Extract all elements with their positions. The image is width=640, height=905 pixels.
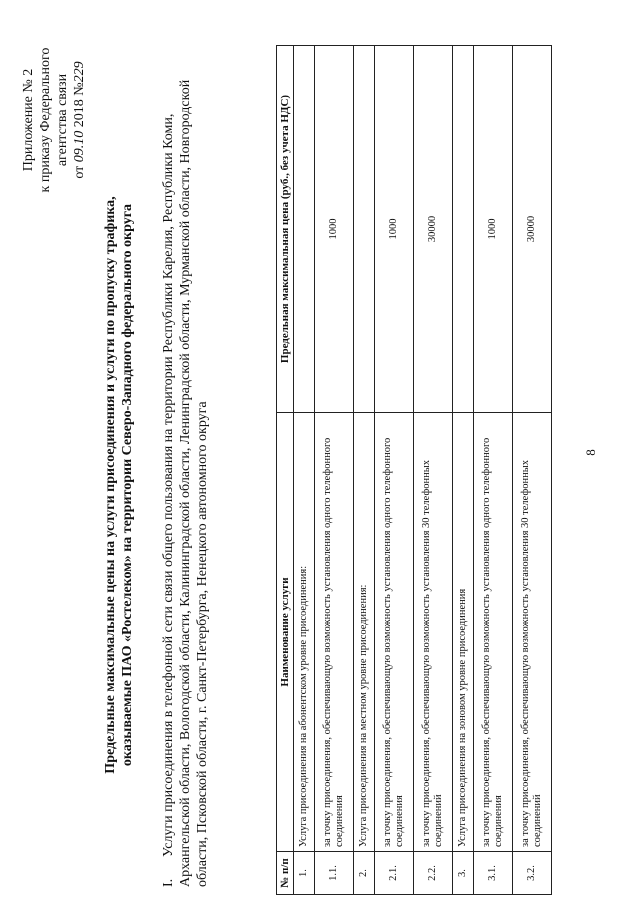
row-name: за точку присоединения, обеспечивающую возможность установления 30 телефонных соединений xyxy=(414,413,453,852)
row-name: за точку присоединения, обеспечивающую возможность установления одного телефонного соединения xyxy=(315,413,354,852)
row-name: Услуга присоединения на зоновом уровне присоединения xyxy=(453,413,474,852)
date-prefix: от xyxy=(72,165,87,179)
row-name: Услуга присоединения на абонентском уровне присоединения: xyxy=(294,413,315,852)
row-num: 2.2. xyxy=(414,852,453,895)
row-num: 3.1. xyxy=(474,852,513,895)
appendix-line2: к приказу Федерального xyxy=(38,47,53,193)
title-line1: Предельные максимальные цены на услуги присоединения и услуги по пропуску трафика, xyxy=(103,196,118,774)
date-year: 2018 № xyxy=(72,82,87,128)
table-row xyxy=(294,46,315,895)
page-number: 8 xyxy=(583,449,598,456)
row-name: за точку присоединения, обеспечивающую возможность установления 30 телефонных соединений xyxy=(513,413,552,852)
header-num: № п/п xyxy=(277,852,294,895)
row-num: 2. xyxy=(354,852,375,895)
row-name: за точку присоединения, обеспечивающую возможность установления одного телефонного соединения xyxy=(375,413,414,852)
date-value: 09.10 xyxy=(72,130,87,163)
row-num: 1. xyxy=(294,852,315,895)
row-num: 2.1. xyxy=(375,852,414,895)
row-price xyxy=(453,46,474,413)
row-price: 30000 xyxy=(414,46,453,413)
row-price: 1000 xyxy=(474,46,513,413)
row-num: 3.2. xyxy=(513,852,552,895)
section-number: I. xyxy=(161,878,176,887)
table-header-row xyxy=(277,46,294,895)
row-price xyxy=(294,46,315,413)
document-title xyxy=(102,105,136,865)
table-row xyxy=(375,46,414,895)
appendix-line3: агентства связи xyxy=(55,73,70,167)
row-name: за точку присоединения, обеспечивающую возможность установления одного телефонного соединения xyxy=(474,413,513,852)
appendix-line1: Приложение № 2 xyxy=(21,68,36,172)
section-heading xyxy=(160,27,211,887)
price-table xyxy=(276,45,552,895)
table-row xyxy=(354,46,375,895)
order-number: 229 xyxy=(72,61,87,83)
table-row xyxy=(414,46,453,895)
table-row xyxy=(474,46,513,895)
header-name: Наименование услуги xyxy=(277,413,294,852)
row-price: 30000 xyxy=(513,46,552,413)
appendix-date-line xyxy=(71,20,88,220)
row-name: Услуга присоединения на местном уровне присоединения: xyxy=(354,413,375,852)
row-price: 1000 xyxy=(375,46,414,413)
title-line2: оказываемые ПАО «Ростелеком» на территории Северо-Западного федерального округа xyxy=(120,203,135,767)
row-price xyxy=(354,46,375,413)
row-num: 3. xyxy=(453,852,474,895)
row-num: 1.1. xyxy=(315,852,354,895)
section-text: Услуги присоединения в телефонной сети связи общего пользования на территории Республики Карелия, Республики Коми, Архангельской области, Вологодской области, Калининградской области, Ленинградской области, Мурманской области, Новгородской области, Псковской области, г. Санкт-Петербурга, Ненецкого автономного округа xyxy=(161,79,210,887)
header-price: Предельная максимальная цена (руб., без учета НДС) xyxy=(277,46,294,413)
table-row xyxy=(513,46,552,895)
table-row xyxy=(315,46,354,895)
row-price: 1000 xyxy=(315,46,354,413)
appendix-header xyxy=(20,20,88,220)
table-row xyxy=(453,46,474,895)
